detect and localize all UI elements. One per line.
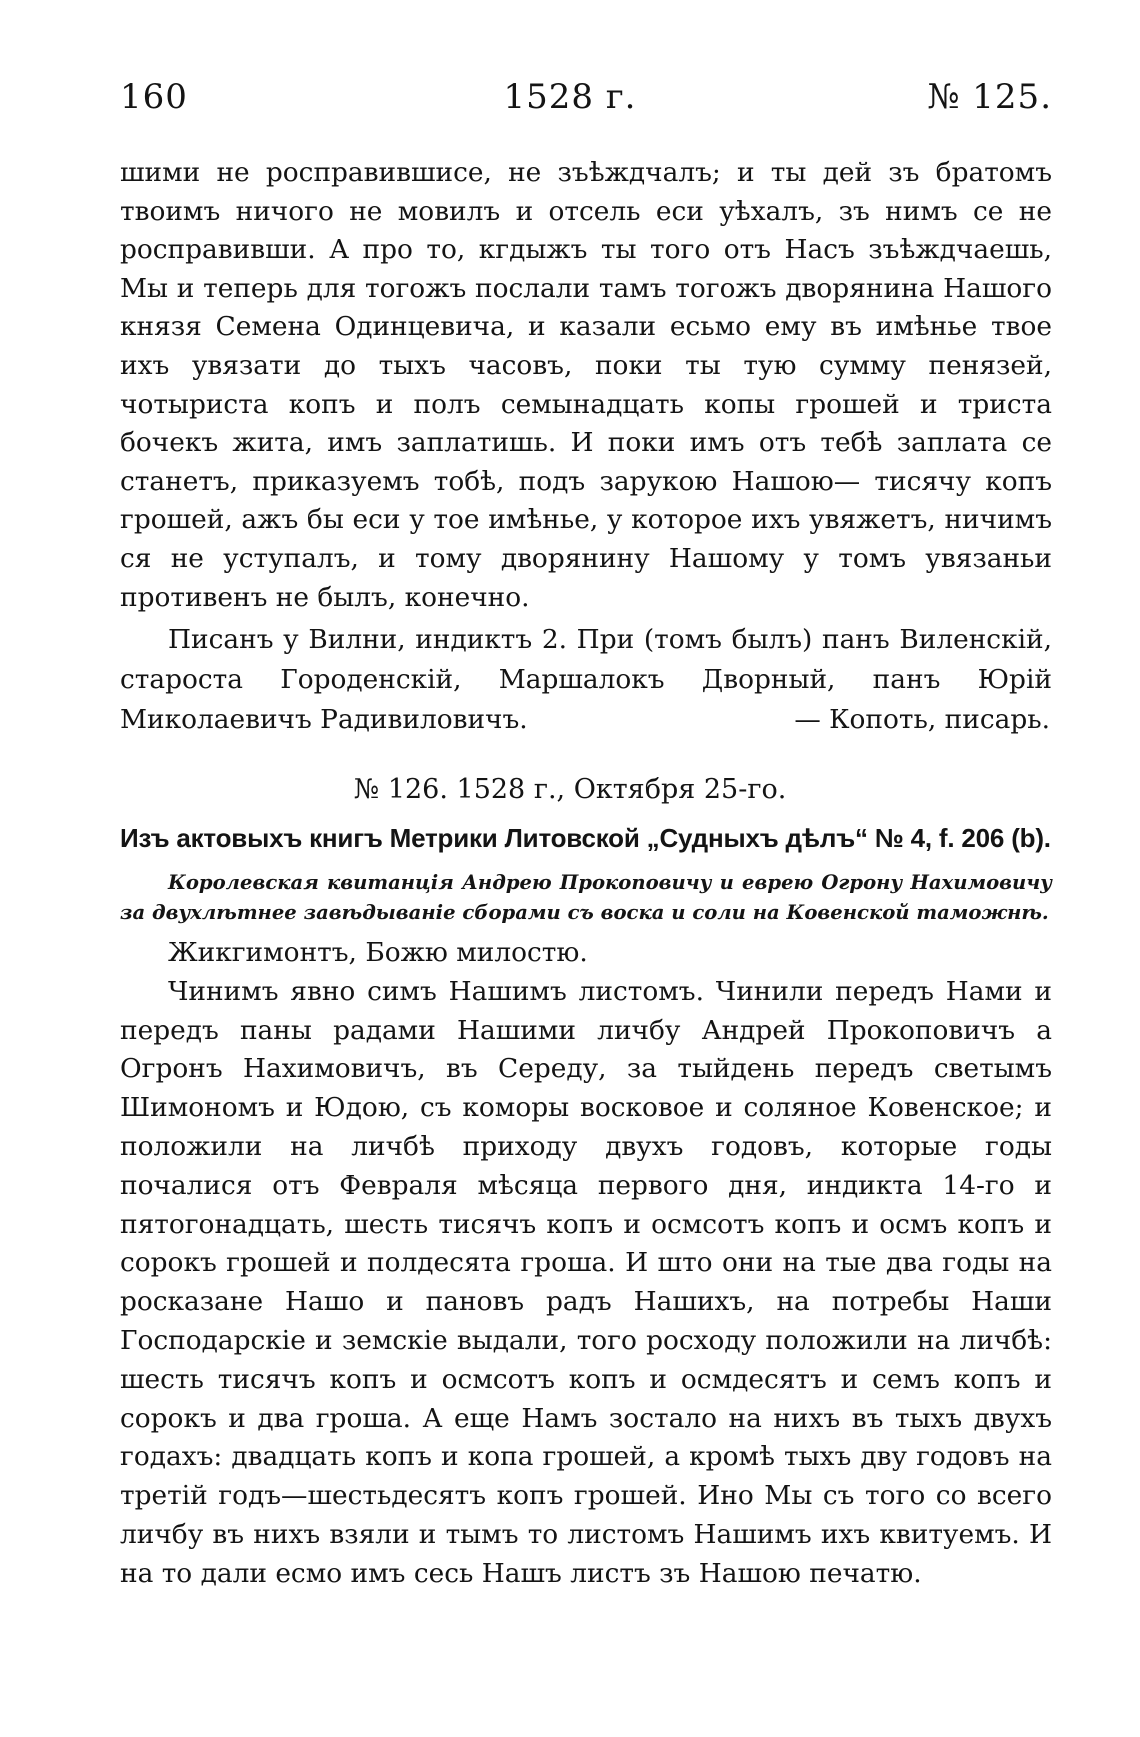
doc-125-continuation xyxy=(120,154,1052,617)
doc-126-summary: Королевская квитанція Андрею Прокоповичу и еврею Огрону Нахимовичу за двухлѣтнее завѣдываніе сборами съ воска и соли на Ковенской таможнѣ. xyxy=(120,871,1052,924)
doc-126-title: № 126. 1528 г., Октября 25-го. xyxy=(353,774,787,805)
running-head-year: 1528 г. xyxy=(503,77,637,117)
page-number: 160 xyxy=(120,77,188,117)
doc-126-source: Изъ актовыхъ книгъ Метрики Литовской „Судныхъ дѣлъ“ № 4, f. 206 (b). xyxy=(120,823,1051,853)
running-head-doc-number: № 125. xyxy=(927,77,1052,117)
doc-125-text: шими не росправившисе, не зъѣждчалъ; и ты дей зъ братомъ твоимъ ничого не мовилъ и отсель еси уѣхалъ, зъ нимъ се не росправивши. А про то, кгдыжъ ты того отъ Насъ зъѣждчаешь, Мы и теперь для тогожъ послали тамъ тогожъ дворянина Нашого князя Семена Одинцевича, и казали есьмо ему въ имѣнье твое ихъ увязати до тыхъ часовъ, поки ты тую сумму пенязей, чотыриста копъ и полъ семынадцать копы грошей и триста бочекъ жита, имъ заплатишь. И поки имъ отъ тебѣ заплата се станетъ, приказуемъ тобѣ, подъ зарукою Нашою— тисячу копъ грошей, ажъ бы еси у тое имѣнье, у которое ихъ увяжетъ, ничимъ ся не уступалъ, и тому дворянину Нашому у томъ увязаньи противенъ не былъ, конечно. xyxy=(120,157,1052,613)
doc-126-body xyxy=(120,934,1052,1594)
doc-126-text: Чинимъ явно симъ Нашимъ листомъ. Чинили передъ Нами и передъ паны радами Нашими личбу Андрей Прокоповичъ а Огронъ Нахимовичъ, въ Середу, за тыйдень передъ светымъ Шимономъ и Юдою, съ коморы восковое и соляное Ковенское; и положили на личбѣ приходу двухъ годовъ, которые годы почалися отъ Февраля мѣсяца первого дня, индикта 14-го и пятогонадцать, шесть тисячъ копъ и осмсотъ копъ и осмъ копъ и сорокъ грошей и полдесята гроша. И што они на тые два годы на росказане Нашо и пановъ радъ Нашихъ, на потребы Наши Господарскіе и земскіе выдали, того росходу положили на личбѣ: шесть тисячъ копъ и осмсотъ копъ и осмдесятъ и семъ копъ и сорокъ и два гроша. А еще Намъ зостало на нихъ въ тыхъ двухъ годахъ: двадцать копъ и копа грошей, а кромѣ тыхъ дву годовъ на третій годъ—шестьдесятъ копъ грошей. Ино Мы съ того со всего личбу въ нихъ взяли и тымъ то листомъ Нашимъ ихъ квитуемъ. И на то дали есмо имъ сесь Нашъ листъ зъ Нашою печатю. xyxy=(120,975,1052,1589)
doc-125-closing: Писанъ у Вилни, индиктъ 2. При (томъ былъ) панъ Виленскій, староста Городенскій, Маршалокъ Дворный, панъ Юрій Миколаевичъ Радивиловичъ. xyxy=(120,624,1052,735)
doc-126-greeting: Жикгимонтъ, Божю милостю. xyxy=(168,937,588,968)
doc-125-signature: — Копоть, писарь. xyxy=(794,704,1050,735)
